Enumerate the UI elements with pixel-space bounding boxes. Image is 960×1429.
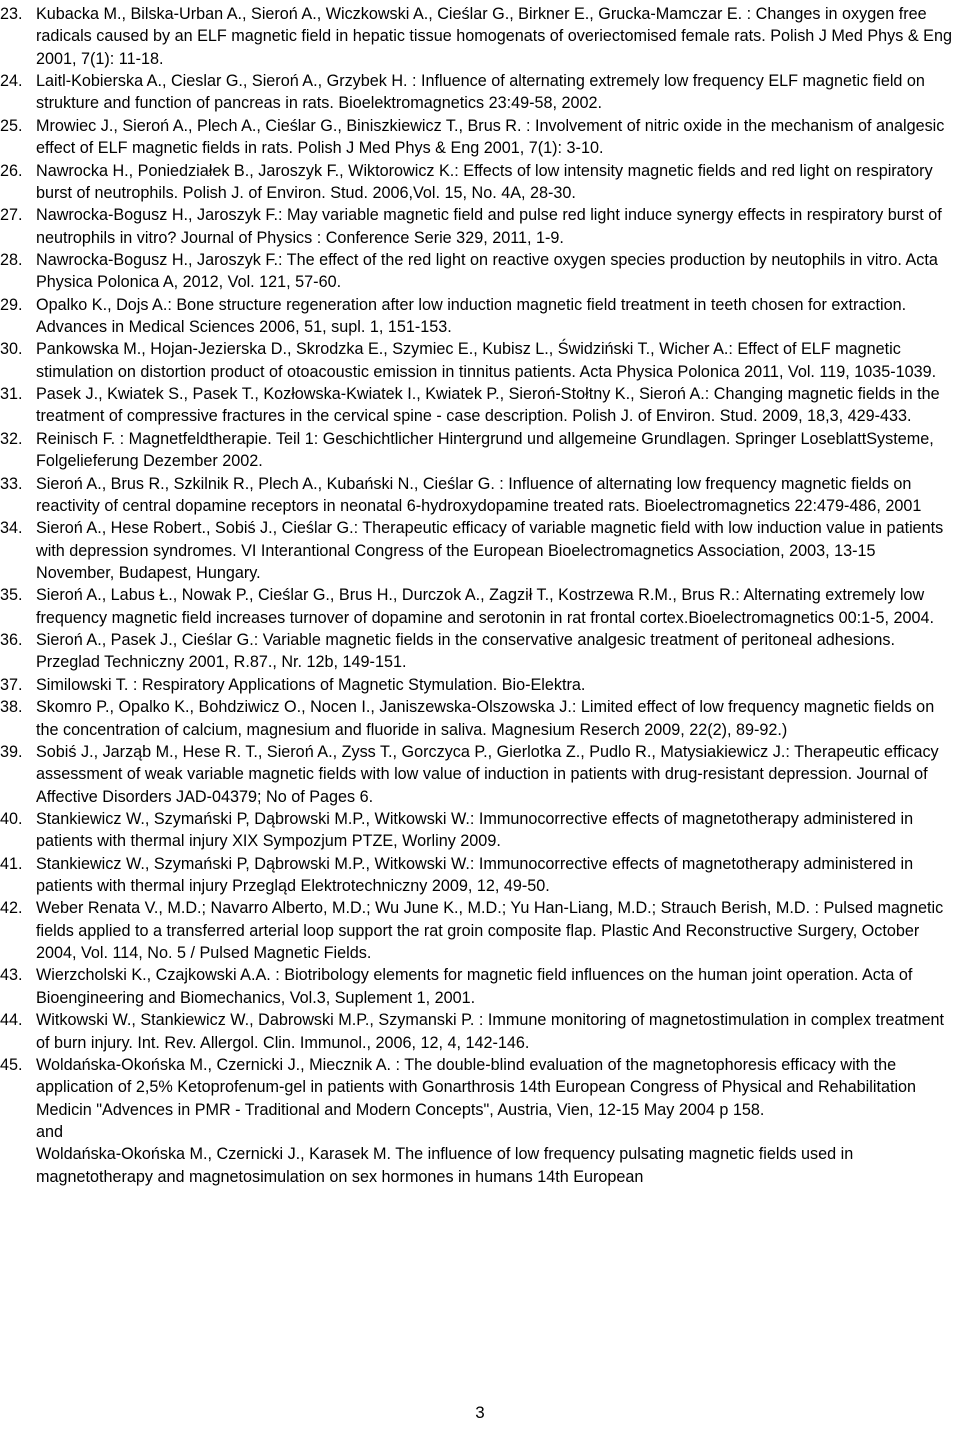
reference-text: Sieroń A., Labus Ł., Nowak P., Cieślar G., Brus H., Durczok A., Zagził T., Kostrzewa R.M., Brus R.: Alternating extremely low frequency magnetic field increases turnover of dopamine and serotonin in rat frontal cortex.Bioelectromagnetics 00:1-5, 2004. <box>36 586 935 627</box>
reference-number: 28. <box>0 250 23 269</box>
reference-number: 39. <box>0 742 23 761</box>
reference-text: Laitl-Kobierska A., Cieslar G., Sieroń A., Grzybek H. : Influence of alternating extremely low frequency ELF magnetic field on strukture and function of pancreas in rats. Bioelektromagnetics 23:49-58, 2002. <box>36 72 925 113</box>
reference-text: Nawrocka-Bogusz H., Jaroszyk F.: The effect of the red light on reactive oxygen species production by neutophils in vitro. Acta Physica Polonica A, 2012, Vol. 121, 57-60. <box>36 250 938 292</box>
reference-item <box>0 204 960 249</box>
reference-item <box>0 853 960 898</box>
reference-text: Woldańska-Okońska M., Czernicki J., Miecznik A. : The double-blind evaluation of the magnetophoresis efficacy with the application of 2,5% Ketoprofenum-gel in patients with Gonarthrosis 14th European Congress of Physical and Rehabilitation Medicin "Advences in PMR - Traditional and Modern Concepts", Austria, Vien, 12-15 May 2004 p 158. <box>36 1055 917 1119</box>
reference-number: 23. <box>0 5 23 23</box>
reference-item <box>0 964 960 1009</box>
reference-item <box>0 294 960 339</box>
reference-number: 42. <box>0 899 23 918</box>
reference-item <box>0 897 960 964</box>
reference-number: 33. <box>0 474 23 493</box>
reference-text: Skomro P., Opalko K., Bohdziwicz O., Nocen I., Janiszewska-Olszowska J.: Limited effect of low frequency magnetic fields on the concentration of calcium, magnesium and fluoride in saliva. Magnesium Reserch 2009, 22(2), 89-92.) <box>36 698 935 739</box>
page-number: 3 <box>475 1403 485 1422</box>
reference-number: 29. <box>0 295 23 314</box>
reference-item <box>0 674 960 696</box>
reference-number: 41. <box>0 854 23 873</box>
reference-text: Weber Renata V., M.D.; Navarro Alberto, M.D.; Wu June K., M.D.; Yu Han-Liang, M.D.; Strauch Berish, M.D. : Pulsed magnetic fields applied to a transferred arterial loop support the rat groin composite flap. Plastic And Reconstructive Surgery, October 2004, Vol. 114, No. 5 / Pulsed Magnetic Fields. <box>36 899 944 963</box>
reference-text: Sobiś J., Jarząb M., Hese R. T., Sieroń A., Zyss T., Gorczyca P., Gierlotka Z., Pudlo R., Matysiakiewicz J.: Therapeutic efficacy assessment of weak variable magnetic fields with low value of induction in patients with drug-resistant depression. Journal of Affective Disorders JAD-04379; No of Pages 6. <box>36 742 939 806</box>
reference-text: Pasek J., Kwiatek S., Pasek T., Kozłowska-Kwiatek I., Kwiatek P., Sieroń-Stołtny K., Sieroń A.: Changing magnetic fields in the treatment of compressive fractures in the cervical spine - case description. Polish J. of Environ. Stud. 2009, 18,3, 429-433. <box>36 385 940 426</box>
reference-item <box>0 808 960 853</box>
reference-number: 37. <box>0 675 23 694</box>
reference-number: 43. <box>0 966 23 985</box>
reference-number: 35. <box>0 586 23 605</box>
reference-number: 24. <box>0 72 23 91</box>
reference-number: 44. <box>0 1011 23 1030</box>
reference-number: 38. <box>0 698 23 717</box>
reference-item <box>0 629 960 674</box>
reference-item <box>0 1054 960 1121</box>
reference-text: Mrowiec J., Sieroń A., Plech A., Cieślar G., Biniszkiewicz T., Brus R. : Involvement of nitric oxide in the mechanism of analgesic effect of ELF magnetic fields in rats. Polish J Med Phys & Eng 2001, 7(1): 3-10. <box>36 116 945 158</box>
reference-item <box>0 428 960 473</box>
reference-text: Stankiewicz W., Szymański P, Dąbrowski M.P., Witkowski W.: Immunocorrective effects of magnetotherapy administered in patients with thermal injury XIX Sympozjum PTZE, Worliny 2009. <box>36 809 914 851</box>
reference-number: 45. <box>0 1055 23 1074</box>
continuation-reference: Woldańska-Okońska M., Czernicki J., Karasek M. The influence of low frequency pulsating magnetic fields used in magnetotherapy and magnetosimulation on sex hormones in humans 14th European <box>36 1145 854 1186</box>
reference-number: 25. <box>0 116 23 135</box>
reference-item <box>0 160 960 205</box>
reference-number: 40. <box>0 809 23 828</box>
reference-item <box>0 696 960 741</box>
reference-number: 31. <box>0 385 23 404</box>
reference-text: Opalko K., Dojs A.: Bone structure regeneration after low induction magnetic field treatment in teeth chosen for extraction. Advances in Medical Sciences 2006, 51, supl. 1, 151-153. <box>36 295 907 337</box>
reference-text: Sieroń A., Pasek J., Cieślar G.: Variable magnetic fields in the conservative analgesic treatment of peritoneal adhesions. Przeglad Techniczny 2001, R.87., Nr. 12b, 149-151. <box>36 631 895 672</box>
reference-item <box>0 115 960 160</box>
reference-text: Reinisch F. : Magnetfeldtherapie. Teil 1: Geschichtlicher Hintergrund und allgemeine Grundlagen. Springer LoseblattSysteme, Folgelieferung Dezember 2002. <box>36 429 934 471</box>
reference-item <box>0 517 960 584</box>
reference-item <box>0 383 960 428</box>
reference-number: 32. <box>0 429 23 448</box>
reference-item <box>0 3 960 70</box>
reference-number: 27. <box>0 206 23 225</box>
reference-text: Pankowska M., Hojan-Jezierska D., Skrodzka E., Szymiec E., Kubisz L., Świdziński T., Wicher A.: Effect of ELF magnetic stimulation on distortion product of otoacoustic emission in tinnitus patients. Acta Physica Polonica 2011, Vol. 119, 1035-1039. <box>36 340 937 381</box>
reference-item <box>0 741 960 808</box>
reference-text: Wierzcholski K., Czajkowski A.A. : Biotribology elements for magnetic field influences on the human joint operation. Acta of Bioengineering and Biomechanics, Vol.3, Suplement 1, 2001. <box>36 966 913 1007</box>
reference-text: Sieroń A., Hese Robert., Sobiś J., Cieślar G.: Therapeutic efficacy of variable magnetic field with low induction value in patients with depression syndromes. VI Interantional Congress of the European Bioelectromagnetics Association, 2003, 13-15 November, Budapest, Hungary. <box>36 519 944 582</box>
reference-text: Stankiewicz W., Szymański P, Dąbrowski M.P., Witkowski W.: Immunocorrective effects of magnetotherapy administered in patients with thermal injury Przegląd Elektrotechniczny 2009, 12, 49-50. <box>36 854 914 896</box>
reference-number: 34. <box>0 519 23 538</box>
reference-item <box>0 473 960 518</box>
reference-number: 36. <box>0 631 23 650</box>
reference-text: Sieroń A., Brus R., Szkilnik R., Plech A., Kubański N., Cieślar G. : Influence of alternating low frequency magnetic fields on reactivity of central dopamine receptors in neonatal 6-hydroxydopamine treated rats. Bioelectromagnetics 22:479-486, 2001 <box>36 474 922 515</box>
reference-text: Witkowski W., Stankiewicz W., Dabrowski M.P., Szymanski P. : Immune monitoring of magnetostimulation in complex treatment of burn injury. Int. Rev. Allergol. Clin. Immunol., 2006, 12, 4, 142-146. <box>36 1011 945 1052</box>
reference-item <box>0 70 960 115</box>
continuation-joiner: and <box>36 1122 64 1141</box>
reference-text: Kubacka M., Bilska-Urban A., Sieroń A., Wiczkowski A., Cieślar G., Birkner E., Grucka-Mamczar E. : Changes in oxygen free radicals caused by an ELF magnetic field in hepatic tissue homogenats of overiectomised female rats. Polish J Med Phys & Eng 2001, 7(1): 11-18. <box>36 5 952 68</box>
reference-item <box>0 338 960 383</box>
reference-item <box>0 1009 960 1054</box>
reference-text: Similowski T. : Respiratory Applications of Magnetic Stymulation. Bio-Elektra. <box>36 675 586 694</box>
reference-number: 26. <box>0 161 23 180</box>
reference-number: 30. <box>0 340 23 359</box>
reference-item <box>0 249 960 294</box>
reference-text: Nawrocka H., Poniedziałek B., Jaroszyk F., Wiktorowicz K.: Effects of low intensity magnetic fields and red light on respiratory burst of neutrophils. Polish J. of Environ. Stud. 2006,Vol. 15, No. 4A, 28-30. <box>36 161 933 202</box>
reference-list <box>0 3 960 1188</box>
reference-text: Nawrocka-Bogusz H., Jaroszyk F.: May variable magnetic field and pulse red light induce synergy effects in respiratory burst of neutrophils in vitro? Journal of Physics : Conference Serie 329, 2011, 1-9. <box>36 206 942 247</box>
reference-item <box>0 584 960 629</box>
